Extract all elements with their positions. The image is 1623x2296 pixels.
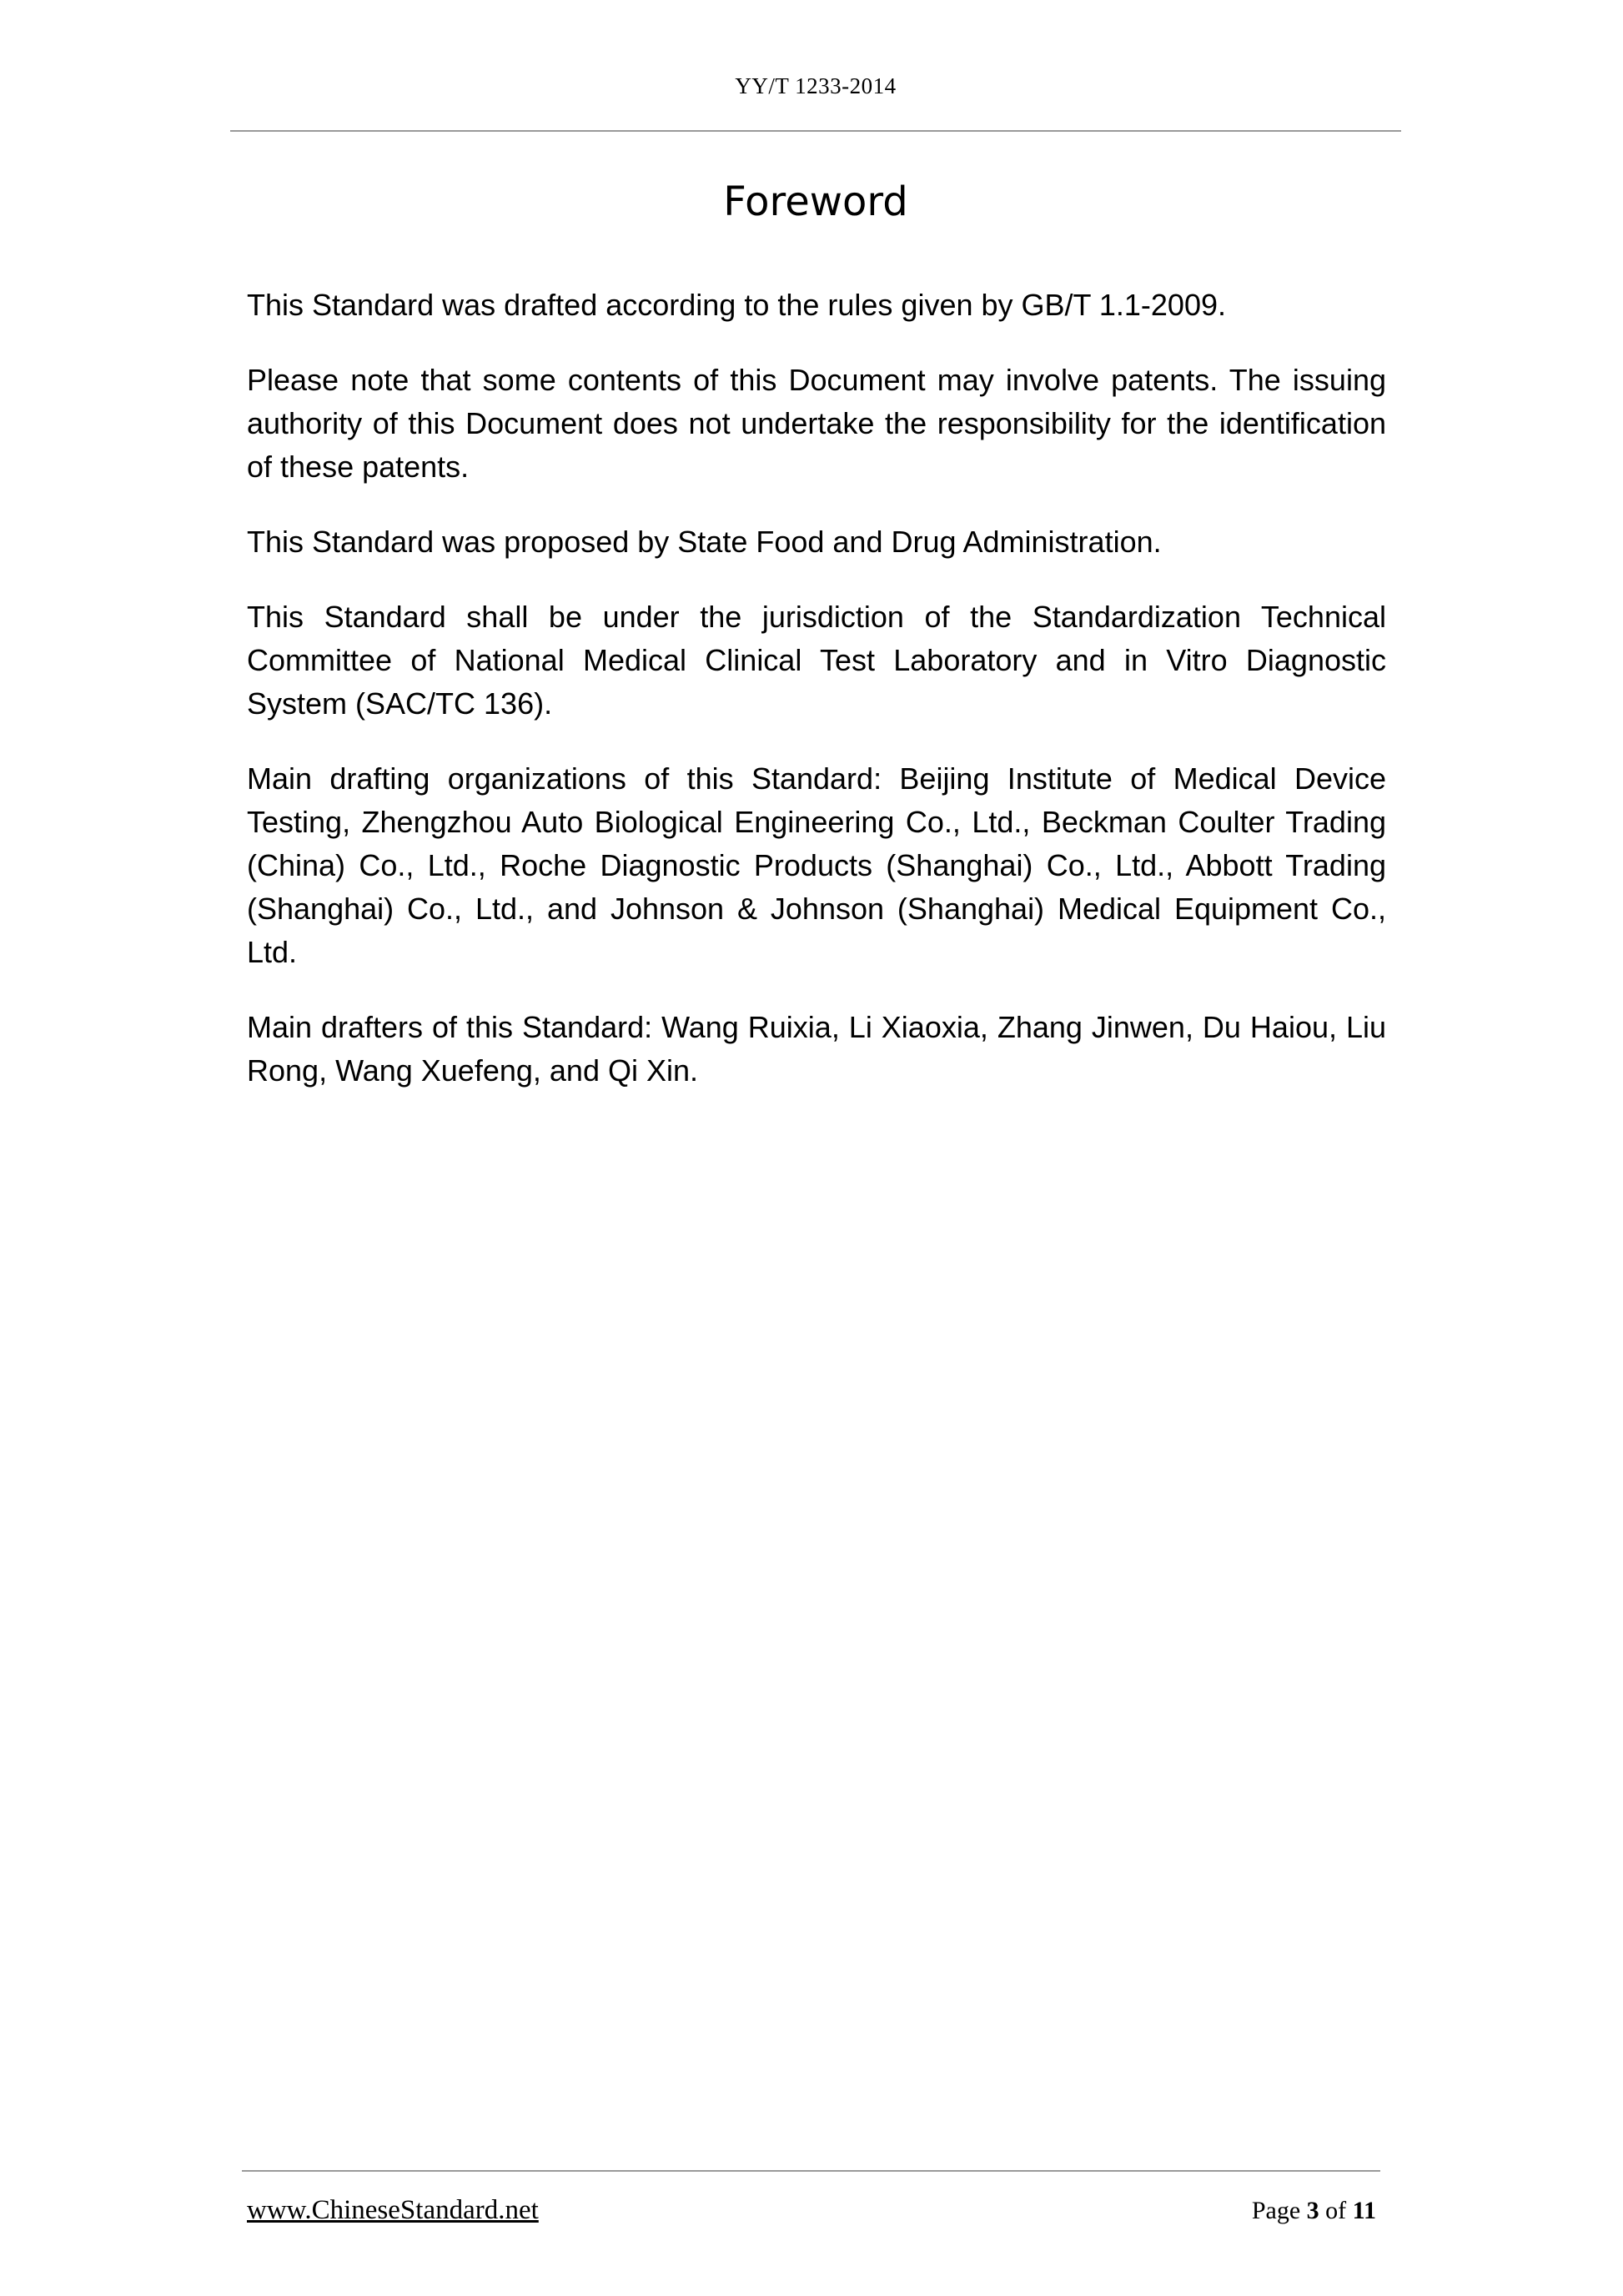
- page-number: [1252, 2197, 1376, 2225]
- page-of: of: [1325, 2197, 1347, 2224]
- paragraph-patents-note: Please note that some contents of this Document may involve patents. The issuing authority of this Document does not undertake the responsibility for the identification of these patents.: [247, 363, 1386, 484]
- paragraph-drafters: Main drafters of this Standard: Wang Ruixia, Li Xiaoxia, Zhang Jinwen, Du Haiou, Liu Rong, Wang Xuefeng, and Qi Xin.: [247, 1010, 1386, 1088]
- website-link[interactable]: www.ChineseStandard.net: [247, 2195, 539, 2225]
- page-prefix: Page: [1251, 2197, 1301, 2224]
- footer-divider: [242, 2170, 1380, 2172]
- paragraph-drafting-rules: This Standard was drafted according to the rules given by GB/T 1.1-2009.: [247, 288, 1226, 322]
- document-header-code: YY/T 1233-2014: [735, 73, 897, 98]
- paragraph-proposed-by: This Standard was proposed by State Food and Drug Administration.: [247, 525, 1162, 559]
- foreword-body: [247, 284, 1386, 1124]
- page-title: Foreword: [723, 178, 908, 225]
- paragraph-drafting-organizations: Main drafting organizations of this Standard: Beijing Institute of Medical Device Testing, Zhengzhou Auto Biological Engineering Co., Ltd., Beckman Coulter Trading (China) Co., Ltd., Roche Diagnostic Products (Shanghai) Co., Ltd., Abbott Trading (Shanghai) Co., Ltd., and Johnson & Johnson (Shanghai) Medical Equipment Co., Ltd.: [247, 761, 1386, 969]
- page-current: 3: [1306, 2197, 1319, 2224]
- header-divider: [230, 130, 1401, 132]
- paragraph-jurisdiction: This Standard shall be under the jurisdiction of the Standardization Technical Committee of National Medical Clinical Test Laboratory and in Vitro Diagnostic System (SAC/TC 136).: [247, 600, 1386, 721]
- page-total: 11: [1352, 2197, 1376, 2224]
